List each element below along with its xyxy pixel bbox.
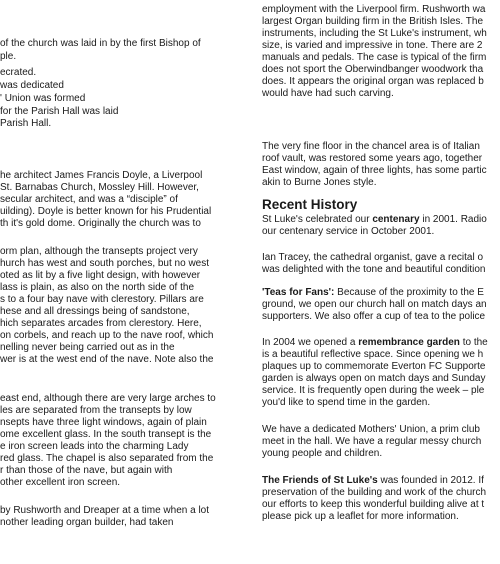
section-heading: Recent History: [262, 197, 358, 212]
text-line: uilding). Doyle is better known for his Prudential: [0, 206, 212, 217]
text-line: red glass. The chapel is also separated from the: [0, 453, 214, 464]
text-line: e iron screen leads into the charming Lady: [0, 441, 189, 452]
text-line: ' Union was formed: [0, 93, 86, 104]
text-line: ecrated.: [0, 67, 37, 78]
text-line: hurch has west and south porches, but no west: [0, 258, 210, 269]
text-line: preservation of the building and work of the church: [262, 487, 487, 498]
text-run: St Luke's celebrated our: [262, 214, 373, 225]
text-line: largest Organ building firm in the British Isles. The: [262, 16, 484, 27]
text-line: s to a four bay nave with clerestory. Pillars are: [0, 294, 204, 305]
text-line: East window, again of three lights, has some partic: [262, 165, 487, 176]
text-line: ground, we open our church hall on match days an: [262, 299, 487, 310]
text-run: was founded in 2012. If: [377, 475, 484, 486]
text-line: meet in the hall. We have a regular messy church: [262, 436, 482, 447]
text-line: orm plan, although the transepts project very: [0, 246, 198, 257]
text-line: akin to Burne Jones style.: [262, 177, 377, 188]
text-line: Ian Tracey, the cathedral organist, gave a recital o: [262, 252, 484, 263]
text-line: plaques up to commemorate Everton FC Supporte: [262, 361, 486, 372]
text-line: garden is always open on match days and Sunday: [262, 373, 486, 384]
garden-paragraph-line: [262, 337, 488, 349]
text-line: of the church was laid in by the first Bishop of: [0, 38, 201, 49]
text-line: ome excellent glass. In the south transept is the: [0, 429, 212, 440]
text-line: nother leading organ builder, had taken: [0, 517, 174, 528]
centenary-paragraph-line: [262, 214, 487, 226]
text-line: supporters. We also offer a cup of tea to the police: [262, 311, 486, 322]
text-line: he architect James Francis Doyle, a Liverpool: [0, 170, 203, 181]
fans-paragraph-line: [262, 287, 484, 299]
text-line: hese and all dressings being of sandstone,: [0, 306, 190, 317]
text-line: nsepts have three light windows, again of plain: [0, 417, 207, 428]
text-line: was dedicated: [0, 80, 64, 91]
text-line: Parish Hall.: [0, 118, 52, 129]
text-line: east end, although there are very large arches to: [0, 393, 216, 404]
text-line: on corbels, and reach up to the nave roof, which: [0, 330, 214, 341]
text-line: does not sport the Oberwindbanger woodwork tha: [262, 64, 484, 75]
text-line: th it's gold dome. Originally the church was to: [0, 218, 201, 229]
text-line: would have had such carving.: [262, 88, 394, 99]
text-line: roof vault, was restored some years ago, together: [262, 153, 483, 164]
text-line: instruments, including the St Luke's instrument, wh: [262, 28, 487, 39]
text-line: you'd like to spend time in the garden.: [262, 397, 431, 408]
text-line: other excellent iron screen.: [0, 477, 121, 488]
text-line: young people and children.: [262, 448, 383, 459]
text-line: wer is at the west end of the nave. Note also the: [0, 354, 214, 365]
text-line: our centenary service in October 2001.: [262, 226, 435, 237]
text-line: for the Parish Hall was laid: [0, 106, 119, 117]
text-line: nelling never being carried out as in the: [0, 342, 175, 353]
text-run: in 2001. Radio: [419, 214, 487, 225]
text-line: We have a dedicated Mothers' Union, a prim club: [262, 424, 480, 435]
text-run: to the: [459, 337, 488, 348]
text-line: r than those of the nave, but again with: [0, 465, 173, 476]
bold-run: centenary: [372, 214, 420, 225]
text-run: In 2004 we opened a: [262, 337, 359, 348]
bold-run: 'Teas for Fans':: [262, 287, 335, 298]
text-line: secular architect, and was a “disciple” of: [0, 194, 178, 205]
text-line: lass is plain, as also on the north side of the: [0, 282, 195, 293]
text-line: oted as lit by a five light design, with however: [0, 270, 201, 281]
text-line: St. Barnabas Church, Mossley Hill. However,: [0, 182, 199, 193]
text-run: Because of the proximity to the E: [334, 287, 484, 298]
text-line: our efforts to keep this wonderful building alive at t: [262, 499, 485, 510]
friends-paragraph-line: [262, 475, 484, 487]
text-line: size, is varied and impressive in tone. There are 2: [262, 40, 483, 51]
bold-run: remembrance garden: [358, 337, 460, 348]
text-line: was delighted with the tone and beautiful condition: [262, 264, 486, 275]
text-line: does. It appears the original organ was replaced b: [262, 76, 484, 87]
text-line: is a beautiful reflective space. Since opening we h: [262, 349, 484, 360]
text-line: employment with the Liverpool firm. Rushworth wa: [262, 4, 486, 15]
text-line: by Rushworth and Dreaper at a time when a lot: [0, 505, 209, 516]
text-line: please pick up a leaflet for more information.: [262, 511, 459, 522]
text-line: service. It is frequently open during the week – ple: [262, 385, 485, 396]
text-line: The very fine floor in the chancel area is of Italian: [262, 141, 480, 152]
text-line: les are separated from the transepts by low: [0, 405, 192, 416]
bold-run: The Friends of St Luke's: [262, 475, 378, 486]
text-line: ple.: [0, 51, 17, 62]
text-line: manuals and pedals. The case is typical of the firm: [262, 52, 487, 63]
text-line: hich separates arcades from clerestory. Here,: [0, 318, 202, 329]
